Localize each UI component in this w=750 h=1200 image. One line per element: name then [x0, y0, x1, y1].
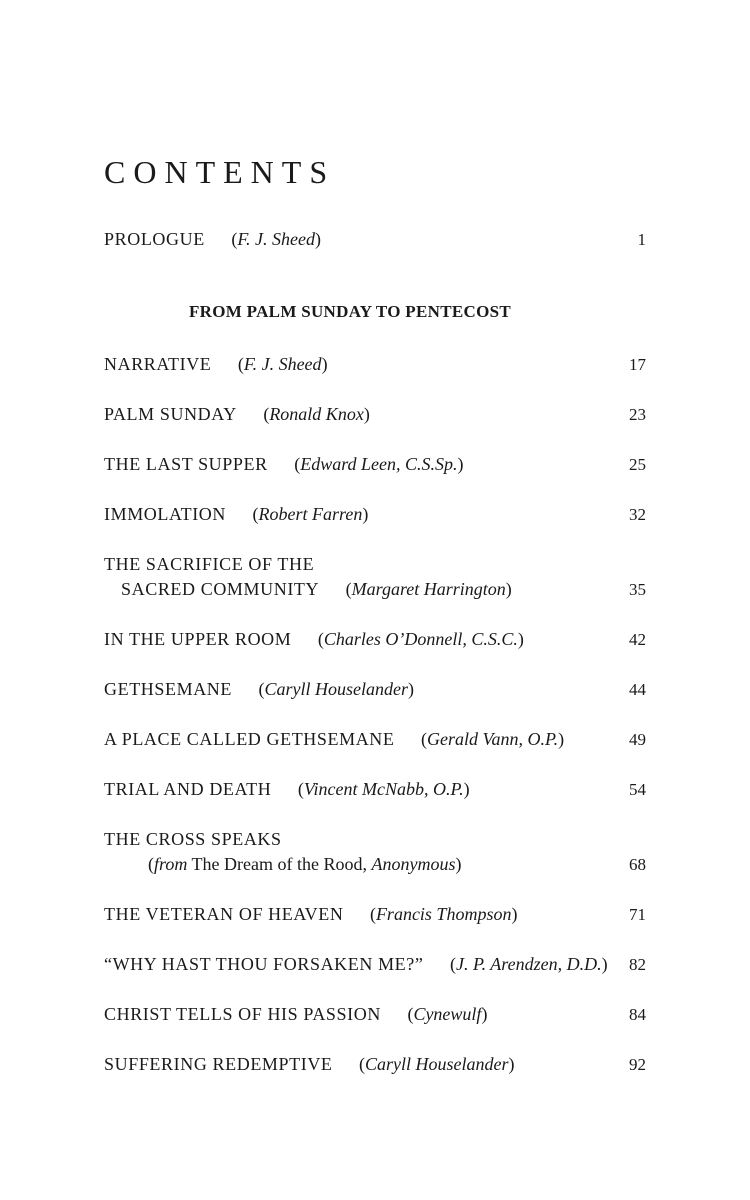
toc-entry: IN THE UPPER ROOM (Charles O’Donnell, C.S.C.) 42 [104, 627, 646, 652]
toc-entry: THE LAST SUPPER (Edward Leen, C.S.Sp.) 25 [104, 452, 646, 477]
entry-title: THE VETERAN OF HEAVEN [104, 904, 344, 924]
entry-title-continued: SACRED COMMUNITY [121, 579, 320, 599]
entry-title: IN THE UPPER ROOM [104, 629, 292, 649]
entry-author: Francis Thompson [375, 904, 512, 924]
entry-title: THE SACRIFICE OF THE [104, 554, 315, 574]
entry-page: 25 [629, 455, 646, 474]
entry-title: PROLOGUE [104, 229, 205, 249]
entry-author: Margaret Harrington [351, 579, 506, 599]
entry-title: THE LAST SUPPER [104, 454, 268, 474]
entry-title: GETHSEMANE [104, 679, 232, 699]
entry-author: Robert Farren [258, 504, 363, 524]
entry-title: THE CROSS SPEAKS [104, 829, 282, 849]
toc-entry: TRIAL AND DEATH (Vincent McNabb, O.P.) 54 [104, 777, 646, 802]
toc-entry: IMMOLATION (Robert Farren) 32 [104, 502, 646, 527]
entry-author: Cynewulf [413, 1004, 482, 1024]
toc-entry: PALM SUNDAY (Ronald Knox) 23 [104, 402, 646, 427]
entry-title: NARRATIVE [104, 354, 212, 374]
entry-author: Caryll Houselander [365, 1054, 509, 1074]
entry-author: Charles O’Donnell, C.S.C. [323, 629, 518, 649]
entry-page: 68 [629, 855, 646, 874]
toc-entry: SUFFERING REDEMPTIVE (Caryll Houselander) 92 [104, 1052, 646, 1077]
entry-author: Caryll Houselander [264, 679, 408, 699]
entry-author: Vincent McNabb, O.P. [303, 779, 464, 799]
toc-entry: “WHY HAST THOU FORSAKEN ME?” (J. P. Arendzen, D.D.) 82 [104, 952, 646, 977]
entry-title: A PLACE CALLED GETHSEMANE [104, 729, 395, 749]
entry-page: 92 [629, 1055, 646, 1074]
entry-source: The Dream of the Rood, [187, 854, 372, 874]
entry-title: CHRIST TELLS OF HIS PASSION [104, 1004, 381, 1024]
page-title: CONTENTS [104, 154, 336, 190]
entry-page: 1 [637, 230, 646, 249]
entry-page: 49 [629, 730, 646, 749]
entry-author: Edward Leen, C.S.Sp. [300, 454, 458, 474]
entry-page: 44 [629, 680, 646, 699]
entry-page: 82 [629, 955, 646, 974]
toc-entry: GETHSEMANE (Caryll Houselander) 44 [104, 677, 646, 702]
toc-entry: THE VETERAN OF HEAVEN (Francis Thompson) 71 [104, 902, 646, 927]
toc-entry: A PLACE CALLED GETHSEMANE (Gerald Vann, O.P.) 49 [104, 727, 646, 752]
entry-author: J. P. Arendzen, D.D. [455, 954, 602, 974]
entry-author: F. J. Sheed [237, 229, 315, 249]
toc-entry: THE CROSS SPEAKS (from The Dream of the Rood, Anonymous) 68 [104, 827, 646, 877]
entry-page: 23 [629, 405, 646, 424]
toc-entry: NARRATIVE (F. J. Sheed) 17 [104, 352, 646, 377]
entry-page: 84 [629, 1005, 646, 1024]
entry-title: “WHY HAST THOU FORSAKEN ME?” [104, 954, 424, 974]
entry-author: Gerald Vann, O.P. [427, 729, 559, 749]
entry-page: 54 [629, 780, 646, 799]
entry-page: 32 [629, 505, 646, 524]
entry-page: 42 [629, 630, 646, 649]
toc-entry-prologue: PROLOGUE (F. J. Sheed) 1 [104, 227, 646, 252]
toc-entry: CHRIST TELLS OF HIS PASSION (Cynewulf) 84 [104, 1002, 646, 1027]
toc-entry: THE SACRIFICE OF THE SACRED COMMUNITY (Margaret Harrington) 35 [104, 552, 646, 602]
entry-author: F. J. Sheed [243, 354, 322, 374]
entry-from-word: from [154, 854, 188, 874]
entry-author: Anonymous [371, 854, 456, 874]
entry-title: TRIAL AND DEATH [104, 779, 272, 799]
entry-title: PALM SUNDAY [104, 404, 237, 424]
section-title: FROM PALM SUNDAY TO PENTECOST [189, 302, 511, 321]
entry-page: 17 [629, 355, 646, 374]
entry-page: 71 [629, 905, 646, 924]
entry-title: SUFFERING REDEMPTIVE [104, 1054, 333, 1074]
entry-title: IMMOLATION [104, 504, 226, 524]
entry-page: 35 [629, 580, 646, 599]
entry-author: Ronald Knox [269, 404, 364, 424]
